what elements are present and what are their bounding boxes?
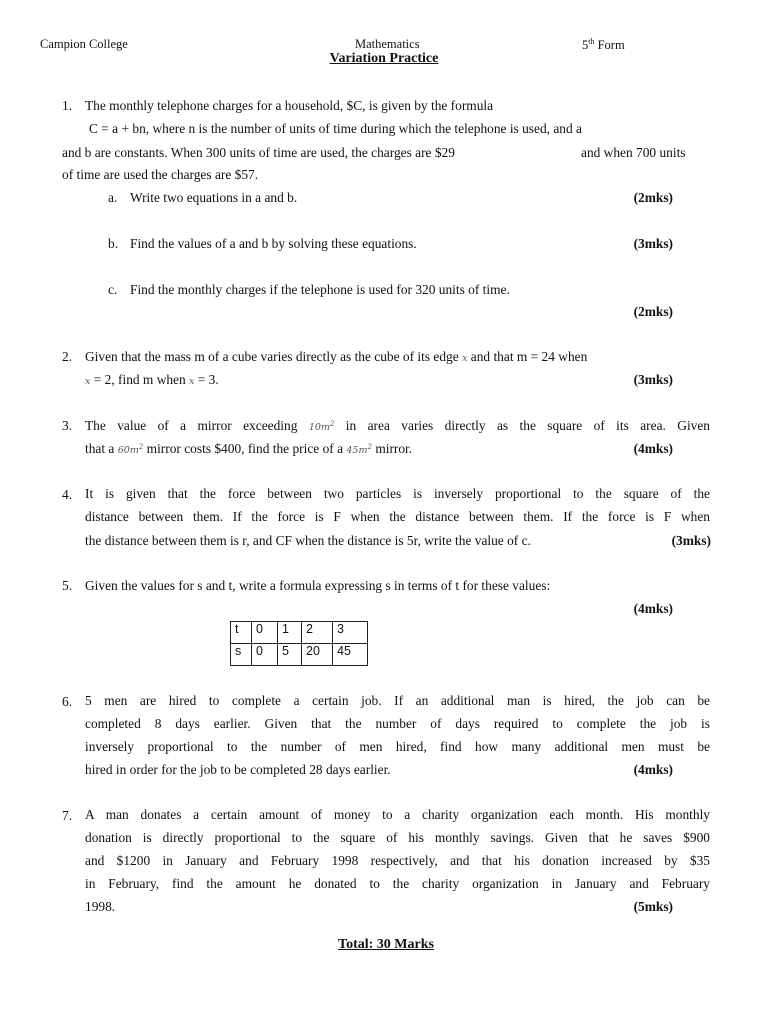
math-exponent: 2 — [329, 420, 335, 428]
question-number: 3. — [62, 418, 73, 433]
table-cell: t — [231, 622, 252, 644]
math-value: 60m — [117, 445, 139, 456]
question-text: The monthly telephone charges for a household, $C, is given by the formula — [85, 98, 494, 113]
sub-label: b. — [108, 236, 119, 251]
text-segment: mirror costs $400, find the price of a — [146, 441, 344, 456]
question-text — [85, 372, 219, 388]
values-table — [230, 621, 368, 666]
question-text: the distance between them is r, and CF when the distance is 5r, write the value of c. — [85, 533, 531, 548]
question-number: 5. — [62, 578, 73, 593]
marks-label: (2mks) — [633, 190, 673, 205]
question-text — [85, 349, 587, 365]
marks-label: (4mks) — [633, 601, 673, 616]
marks-label: (3mks) — [633, 372, 673, 387]
sub-label: a. — [108, 190, 118, 205]
table-cell: 1 — [278, 622, 302, 644]
total-marks: Total: 30 Marks — [338, 937, 434, 952]
question-text: distance between them. If the force is F when the distance between them. If the force is F when — [85, 509, 710, 524]
text-segment: Given that the mass m of a cube varies directly as the cube of its edge — [85, 349, 459, 364]
marks-label: (2mks) — [633, 304, 673, 319]
question-text — [85, 413, 710, 439]
table-cell: 0 — [252, 622, 278, 644]
question-text: C = a + bn, where n is the number of units of time during which the telephone is used, and a — [89, 121, 582, 136]
math-exponent: 2 — [367, 442, 372, 451]
question-text: 1998. — [85, 899, 116, 914]
sub-label: c. — [108, 282, 118, 297]
form-word: Form — [594, 38, 625, 53]
table-cell: 2 — [302, 622, 333, 644]
table-cell: 5 — [278, 644, 302, 666]
math-expression — [309, 422, 335, 433]
question-number: 1. — [62, 98, 73, 113]
math-value: 10m — [308, 422, 330, 434]
math-variable: x — [462, 353, 468, 364]
table-row — [231, 622, 368, 644]
text-segment: The value of a mirror exceeding — [85, 418, 298, 434]
math-variable: x — [85, 376, 91, 387]
page-title: Variation Practice — [329, 51, 439, 66]
marks-label: (4mks) — [633, 441, 673, 456]
question-text: and $1200 in January and February 1998 respectively, and that his donation increased by $35 — [85, 853, 710, 868]
text-segment: and that m = 24 when — [470, 349, 588, 364]
table-row — [231, 644, 368, 666]
text-segment: = 3. — [197, 372, 219, 387]
question-text: completed 8 days earlier. Given that the number of days required to complete the job is — [85, 716, 710, 731]
question-text: in February, find the amount he donated to the charity organization in January and February — [85, 876, 710, 891]
form-suffix: th — [588, 37, 595, 46]
table-cell: s — [231, 644, 252, 666]
question-text: 5 men are hired to complete a certain job. If an additional man is hired, the job can be — [85, 693, 710, 708]
table-cell: 0 — [252, 644, 278, 666]
question-number: 2. — [62, 349, 73, 364]
sub-question-text: Find the monthly charges if the telephone is used for 320 units of time. — [130, 282, 510, 297]
text-segment: mirror. — [375, 441, 413, 456]
subject-name: Mathematics — [355, 37, 420, 51]
question-text: Given the values for s and t, write a formula expressing s in terms of t for these values: — [85, 578, 551, 593]
marks-label: (3mks) — [671, 533, 711, 548]
marks-label: (4mks) — [633, 762, 673, 777]
marks-label: (3mks) — [633, 236, 673, 251]
question-text: A man donates a certain amount of money to a charity organization each month. His monthly — [85, 807, 710, 822]
question-text — [85, 441, 412, 457]
math-exponent: 2 — [138, 442, 144, 451]
form-number: 5 — [582, 38, 589, 53]
marks-label: (5mks) — [633, 899, 673, 914]
question-text: It is given that the force between two particles is inversely proportional to the square of the — [85, 486, 710, 501]
question-text: inversely proportional to the number of men hired, find how many additional men must be — [85, 739, 710, 754]
sub-question-text: Find the values of a and b by solving these equations. — [130, 236, 417, 251]
question-number: 7. — [62, 808, 73, 823]
table-cell: 20 — [302, 644, 333, 666]
question-text: and when 700 units — [581, 145, 686, 160]
question-text: of time are used the charges are $57. — [62, 167, 259, 182]
math-expression — [117, 442, 144, 456]
math-value: 45m — [346, 445, 368, 456]
table-cell: 45 — [333, 644, 368, 666]
question-number: 4. — [62, 487, 73, 502]
question-text: and b are constants. When 300 units of time are used, the charges are $29 — [62, 145, 455, 160]
math-variable: x — [189, 376, 195, 387]
question-number: 6. — [62, 694, 73, 709]
math-expression — [346, 442, 372, 456]
text-segment: in area varies directly as the square of its area. Given — [345, 418, 710, 434]
school-name: Campion College — [40, 37, 128, 51]
question-text: hired in order for the job to be completed 28 days earlier. — [85, 762, 391, 777]
text-segment: that a — [85, 441, 115, 456]
sub-question-text: Write two equations in a and b. — [130, 190, 298, 205]
text-segment: = 2, find m when — [93, 372, 186, 387]
table-cell: 3 — [333, 622, 368, 644]
question-text: donation is directly proportional to the square of his monthly savings. Given that he saves $900 — [85, 830, 710, 845]
